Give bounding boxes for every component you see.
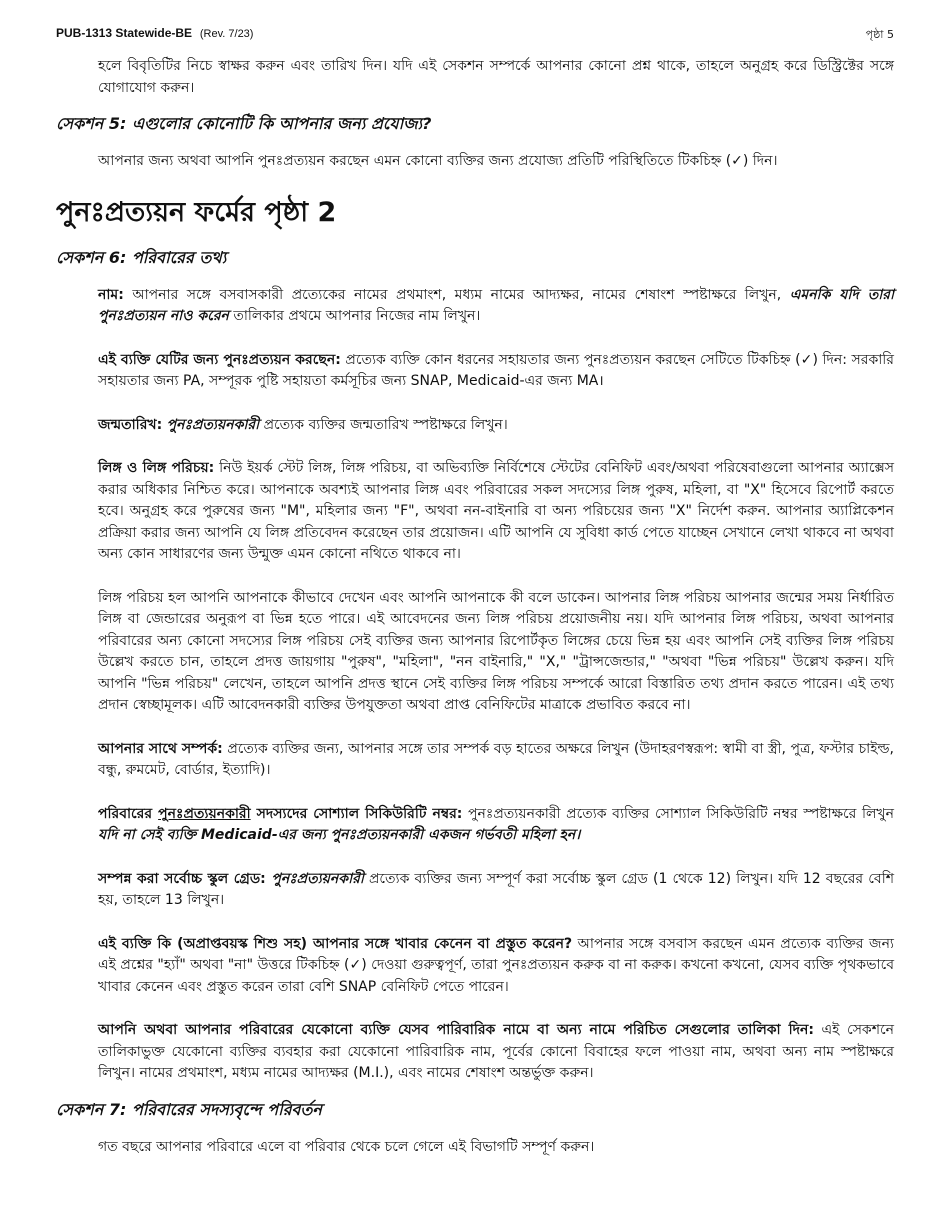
relationship-label: আপনার সাথে সম্পর্ক: <box>98 740 223 757</box>
ssn-label-a: পরিবারের <box>98 805 159 822</box>
form-code: PUB-1313 Statewide-BE <box>56 26 193 40</box>
name-text: আপনার সঙ্গে বসবাসকারী প্রত্যেকের নামের প্রথমাংশ, মধ্যম নামের আদ্যক্ষর, নামের শেষাংশ স্পষ্টাক্ষরে লিখুন, <box>123 286 790 303</box>
dob-text: প্রত্যেক ব্যক্তির জন্মতারিখ স্পষ্টাক্ষরে লিখুন। <box>259 416 508 433</box>
page-header <box>56 26 894 46</box>
dob-label: জন্মতারিখ: <box>98 416 163 433</box>
food-label: এই ব্যক্তি কি (অপ্রাপ্তবয়স্ক শিশু সহ) আপনার সঙ্গে খাবার কেনেন বা প্রস্তুত করেন? <box>98 935 573 952</box>
school-instruction <box>98 869 894 912</box>
other-names-instruction <box>98 1020 894 1085</box>
dob-instruction <box>98 415 894 437</box>
name-label: নাম: <box>98 286 124 303</box>
name-instruction <box>98 285 894 328</box>
section-6-heading: সেকশন 6: পরিবারের তথ্য <box>56 247 227 267</box>
section-7-text: গত বছরে আপনার পরিবারে এলে বা পরিবার থেকে চলে গেলে এই বিভাগটি সম্পূর্ণ করুন। <box>98 1138 595 1155</box>
ssn-label-b: সদস্যদের সোশ্যাল সিকিউরিটি নম্বর: <box>250 805 463 822</box>
program-text: প্রত্যেক ব্যক্তি কোন ধরনের সহায়তার জন্য পুনঃপ্রত্যয়ন করছেন সেটিতে টিকচিহ্ন (✓) দিন: সরকারি সহায়তার জন্য PA, সম্পূরক পুষ্টি সহায়তা কর্মসূচির জন্য SNAP, Medicaid-এর জন্য MA। <box>98 351 895 389</box>
ssn-instruction <box>98 804 894 847</box>
name-emphasis: এমনকি যদি তারা পুনঃপ্রত্যয়ন নাও করেন <box>98 286 895 324</box>
section-5-heading: সেকশন 5: এগুলোর কোনোটি কি আপনার জন্য প্রযোজ্য? <box>56 114 432 133</box>
page-title: পুনঃপ্রত্যয়ন ফর্মের পৃষ্ঠা 2 <box>56 196 337 228</box>
ssn-emphasis: যদি না সেই ব্যক্তি Medicaid-এর জন্য পুনঃপ্রত্যয়নকারী একজন গর্ভবতী মহিলা হন। <box>98 827 581 843</box>
other-names-label: আপনি অথবা আপনার পরিবারের যেকোনো ব্যক্তি যেসব পারিবারিক নামে বা অন্য নামে পরিচিত সেগুলোর তালিকা দিন: <box>98 1022 814 1038</box>
sex-instruction <box>98 458 894 566</box>
ssn-label-underlined: পুনঃপ্রত্যয়নকারী <box>158 805 251 822</box>
ssn-text: পুনঃপ্রত্যয়নকারী প্রত্যেক ব্যক্তির সোশ্যাল সিকিউরিটি নম্বর স্পষ্টাক্ষরে লিখুন <box>462 805 894 822</box>
page-number: পৃষ্ঠা 5 <box>865 28 894 41</box>
sex-label: লিঙ্গ ও লিঙ্গ পরিচয়: <box>98 460 215 476</box>
section-7-heading: সেকশন 7: পরিবারের সদস্যবৃন্দে পরিবর্তন <box>56 1099 322 1119</box>
gender-identity-paragraph: লিঙ্গ পরিচয় হল আপনি আপনাকে কীভাবে দেখেন এবং আপনি আপনাকে কী বলে ডাকেন। আপনার লিঙ্গ পরিচয় আপনার জন্মের সময় নির্ধারিত লিঙ্গ বা জেন্ডারের অনুরূপ বা ভিন্ন হতে পারে। এই আবেদনের জন্য লিঙ্গ পরিচয় প্রয়োজনীয় নয়। যদি আপনার লিঙ্গ পরিচয়, অথবা আপনার পরিবারের অন্য কোনো সদস্যের লিঙ্গ পরিচয় সেই ব্যক্তির জন্য আপনার রিপোর্টকৃত লিঙ্গের চেয়ে ভিন্ন হয় এবং আপনি সেই ব্যক্তির লিঙ্গ পরিচয় উল্লেখ করতে চান, তাহলে প্রদত্ত জায়গায় "পুরুষ", "মহিলা", "নন বাইনারি," "X," "ট্রান্সজেন্ডার," "অথবা "ভিন্ন পরিচয়" উল্লেখ করুন। যদি আপনি "ভিন্ন পরিচয়" লেখেন, তাহলে আপনি প্রদত্ত স্থানে সেই ব্যক্তির লিঙ্গ পরিচয় সম্পর্কে আরো বিস্তারিত তথ্য প্রদান করতে পারেন। এই তথ্য প্রদান স্বেচ্ছামূলক। এটি আবেদনকারী ব্যক্তির উপযুক্ততা অথবা প্রাপ্ত বেনিফিটের মাত্রাকে প্রভাবিত করবে না। <box>98 589 894 713</box>
sex-text: নিউ ইয়র্ক স্টেট লিঙ্গ, লিঙ্গ পরিচয়, বা অভিব্যক্তি নির্বিশেষে স্টেটের বেনিফিট এবং/অথবা পরিষেবাগুলো আপনার অ্যাক্সেস করার অধিকার নিশ্চিত করে। আপনাকে অবশ্যই আপনার লিঙ্গ এবং পরিবারের সকল সদস্যের লিঙ্গ পুরুষ, মহিলা, বা "X" হিসেবে রিপোর্ট করতে হবে। অনুগ্রহ করে পুরুষের জন্য "M", মহিলার জন্য "F", অথবা নন-বাইনারি বা অন্য পরিচয়ের জন্য "X" নির্দেশ করুন. আপনার অ্যাপ্লিকেশন প্রক্রিয়া করার জন্য আপনি যে লিঙ্গ প্রতিবেদন করেছেন তার প্রয়োজন। এটি আপনি যে সুবিধা কার্ড পেতে যাচ্ছেন সেখানে লেখা থাকবে না অথবা অন্য কোন সাধারণের জন্য উন্মুক্ত এমন কোনো নথিতে থাকবে না। <box>98 460 895 562</box>
relationship-instruction <box>98 739 894 782</box>
relationship-text: প্রত্যেক ব্যক্তির জন্য, আপনার সঙ্গে তার সম্পর্ক বড় হাতের অক্ষরে লিখুন (উদাহরণস্বরূপ: স্বামী বা স্ত্রী, পুত্র, ফস্টার চাইল্ড, বন্ধু, রুমমেট, বোর্ডার, ইত্যাদি)। <box>98 740 894 778</box>
school-text: প্রত্যেক ব্যক্তির জন্য সম্পূর্ণ করা সর্বোচ্চ স্কুল গ্রেড (1 থেকে 12) লিখুন। যদি 12 বছরের বেশি হয়, তাহলে 13 লিখুন। <box>98 870 894 908</box>
document-body <box>56 56 894 1180</box>
name-text-2: তালিকার প্রথমে আপনার নিজের নাম লিখুন। <box>228 308 481 324</box>
section-5-text: আপনার জন্য অথবা আপনি পুনঃপ্রত্যয়ন করছেন এমন কোনো ব্যক্তির জন্য প্রযোজ্য প্রতিটি পরিস্থিতিতে টিকচিহ্ন (✓) দিন। <box>98 153 778 169</box>
section-6-body <box>98 285 894 1085</box>
dob-emphasis: পুনঃপ্রত্যয়নকারী <box>166 416 260 433</box>
program-label: এই ব্যক্তি যেটির জন্য পুনঃপ্রত্যয়ন করছেন: <box>98 351 341 368</box>
food-text: আপনার সঙ্গে বসবাস করছেন এমন প্রত্যেক ব্যক্তির জন্য এই প্রশ্নের "হ্যাঁ" অথবা "না" উত্তরে টিকচিহ্ন (✓) দেওয়া গুরুত্বপূর্ণ, তারা পুনঃপ্রত্যয়ন করুক বা না করুক। কখনো কখনো, যেসব ব্যক্তি পৃথকভাবে খাবার কেনেন এবং প্রস্তুত করেন তারা বেশি SNAP বেনিফিট পেতে পারেন। <box>98 935 894 995</box>
revision-date: (Rev. 7/23) <box>199 28 254 40</box>
school-emphasis: পুনঃপ্রত্যয়নকারী <box>265 870 364 887</box>
food-instruction <box>98 934 894 999</box>
other-names-text: এই সেকশনে তালিকাভুক্ত যেকোনো ব্যক্তির ব্যবহার করা যেকোনো পারিবারিক নাম, পূর্বের কোনো বিবাহের ফলে পাওয়া নাম, অথবা অন্য নাম স্পষ্টাক্ষরে লিখুন। নামের প্রথমাংশ, মধ্যম নামের আদ্যক্ষর (M.I.), এবং নামের শেষাংশ অন্তর্ভুক্ত করুন। <box>98 1022 894 1081</box>
school-label: সম্পন্ন করা সর্বোচ্চ স্কুল গ্রেড: <box>98 870 266 887</box>
program-instruction <box>98 350 894 393</box>
intro-paragraph: হলে বিবৃতিটির নিচে স্বাক্ষর করুন এবং তারিখ দিন। যদি এই সেকশন সম্পর্কে আপনার কোনো প্রশ্ন থাকে, তাহলে অনুগ্রহ করে ডিস্ট্রিক্টের সঙ্গে যোগাযোগ করুন। <box>98 58 894 96</box>
